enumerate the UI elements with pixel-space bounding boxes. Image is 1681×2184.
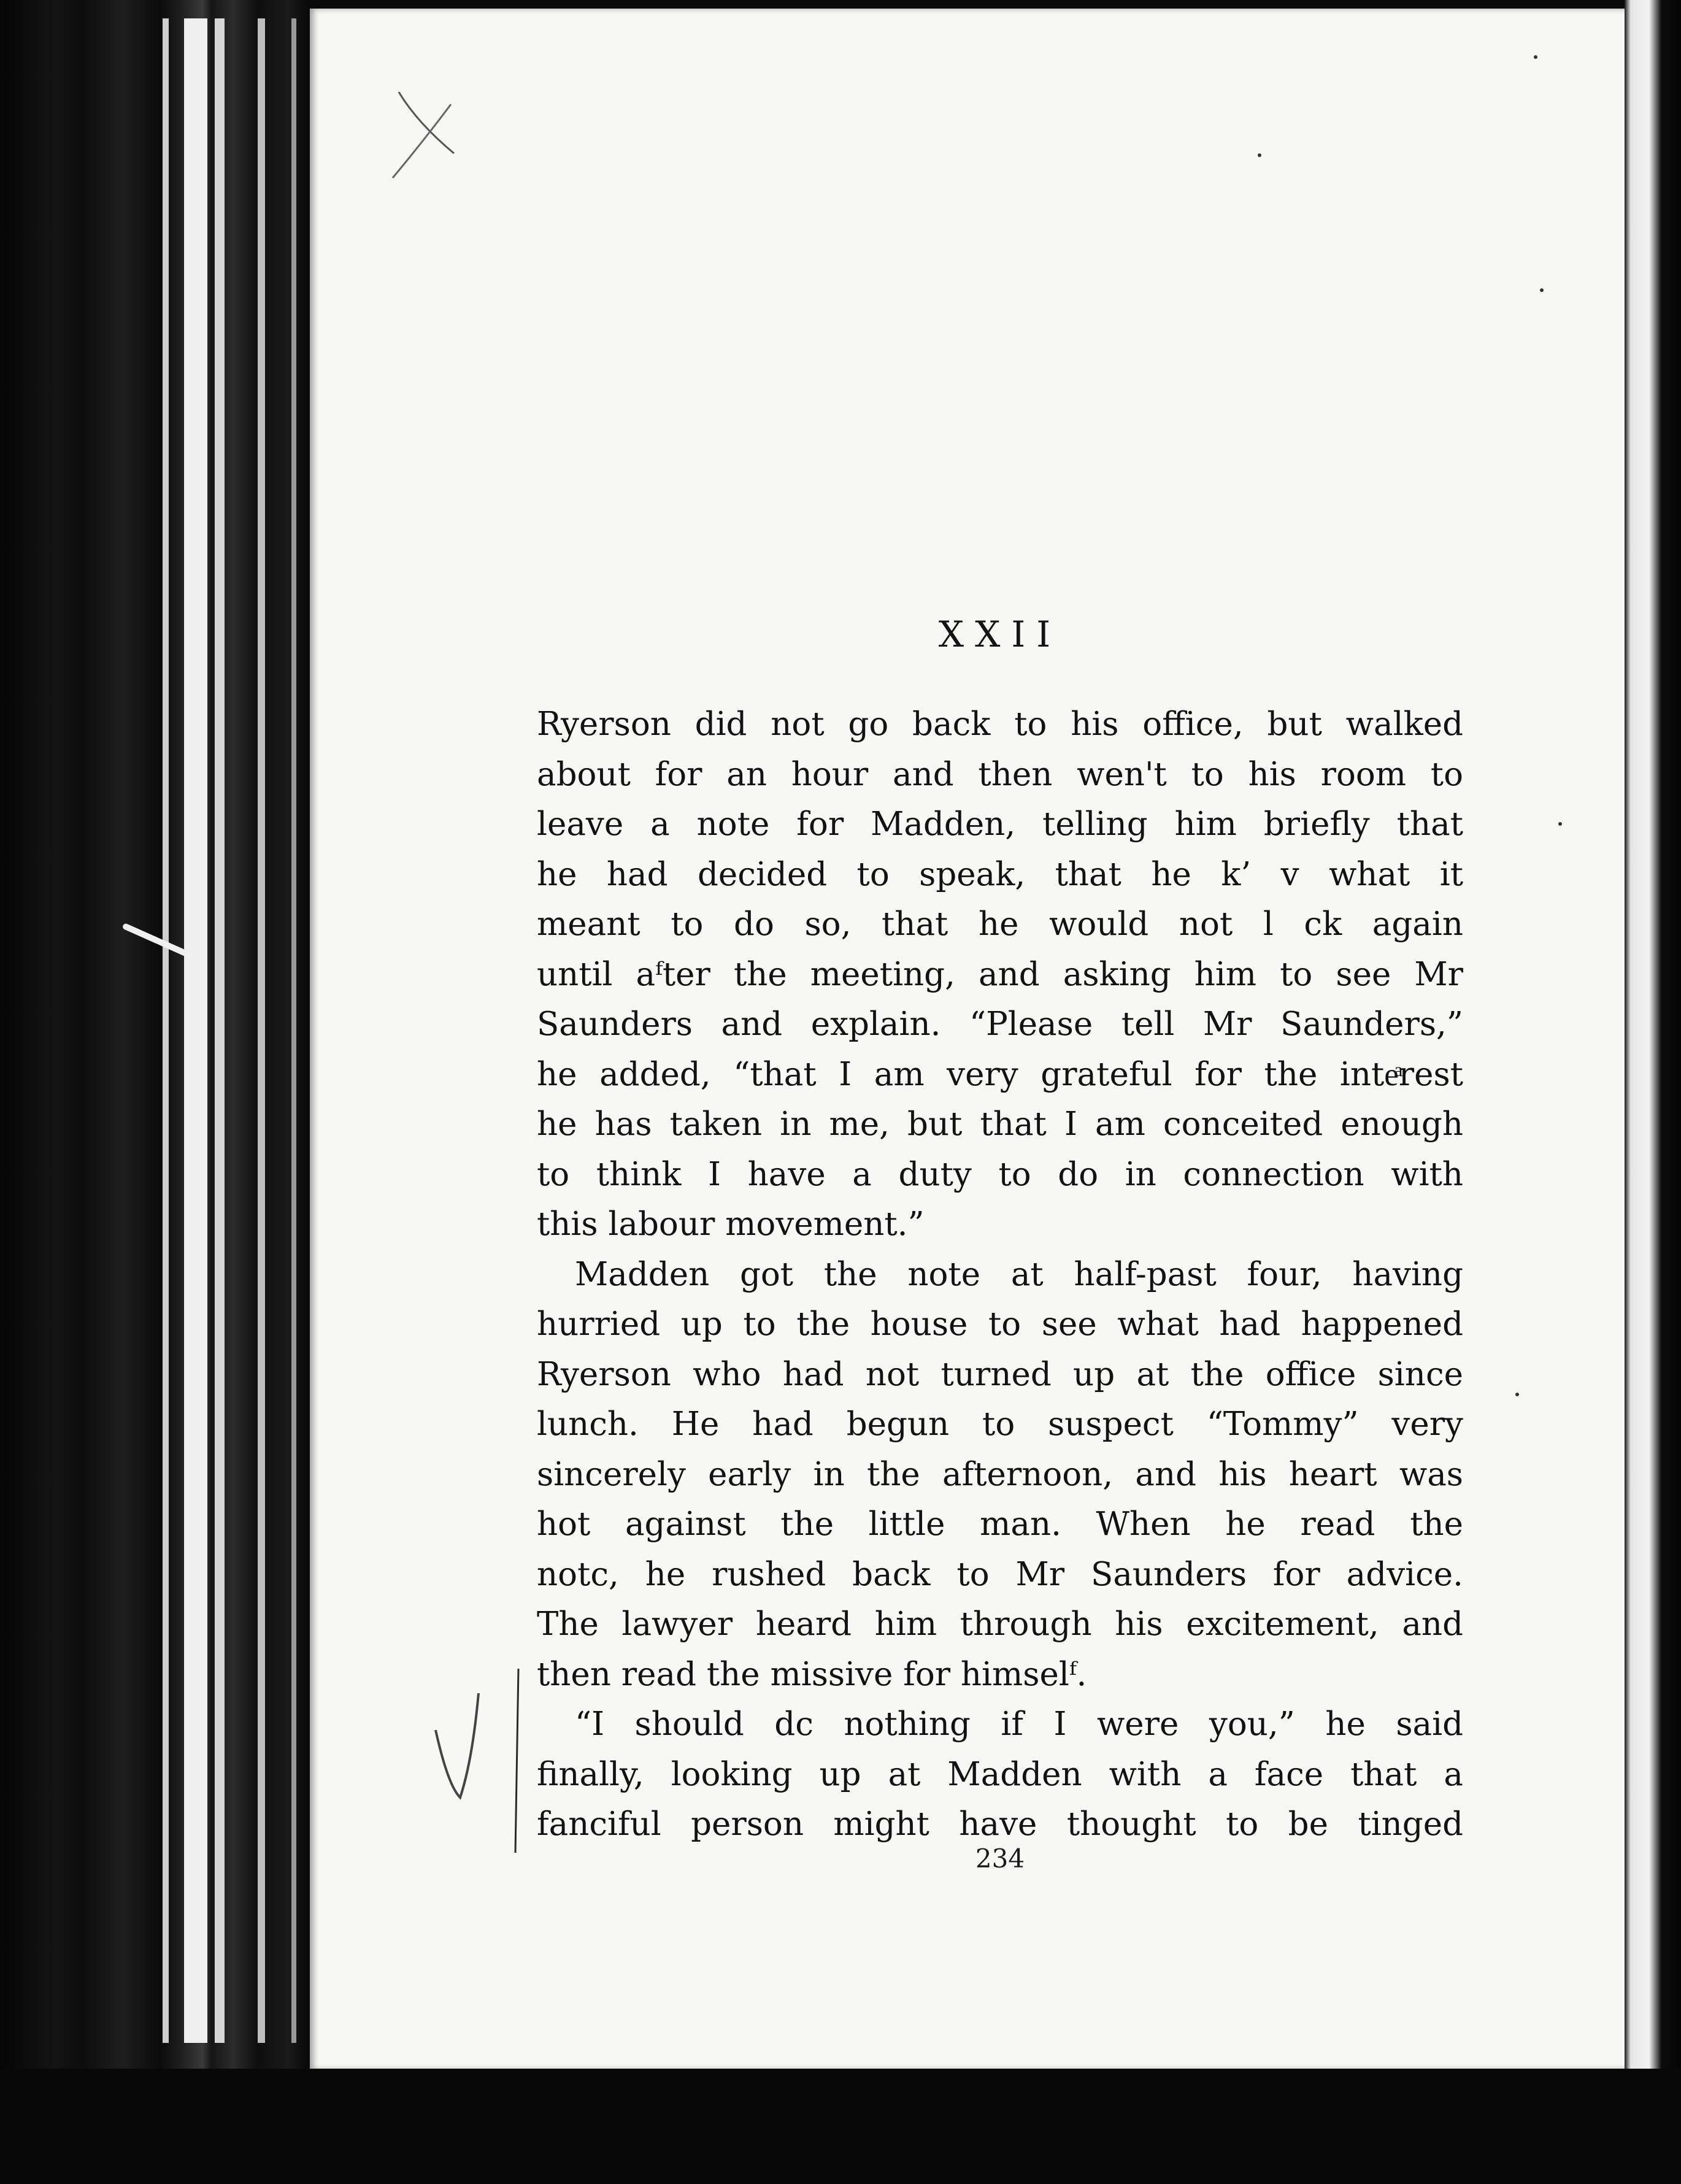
text-line: he had decided to speak, that he k’ v what it: [537, 855, 1463, 893]
text-line: leave a note for Madden, telling him briefly that: [537, 806, 1463, 843]
text-line: about for an hour and then wen't to his room to: [537, 755, 1463, 793]
dust-speck: [1540, 288, 1544, 292]
pencil-x-mark-icon: [380, 86, 466, 184]
dust-speck: [1534, 55, 1537, 59]
page-stack-edge: [163, 18, 169, 2043]
page-stack-edge: [291, 18, 296, 2043]
pencil-check-mark-icon: [423, 1656, 528, 1859]
page-number: 234: [975, 1844, 1025, 1874]
page-stack-edge: [258, 18, 265, 2043]
text-line: lunch. He had begun to suspect “Tommy” very: [537, 1405, 1463, 1443]
text-line: Ryerson did not go back to his office, but walked: [537, 706, 1463, 743]
text-line: notc, he rushed back to Mr Saunders for advice.: [537, 1555, 1463, 1593]
text-line: to think I have a duty to do in connection with: [537, 1155, 1463, 1193]
text-line: hot against the little man. When he read the: [537, 1505, 1463, 1543]
right-page-edge: [1625, 0, 1681, 2184]
text-line: this labour movement.”: [537, 1205, 925, 1243]
text-line: The lawyer heard him through his excitement, and: [537, 1605, 1463, 1643]
chapter-heading: XXII: [938, 613, 1062, 655]
text-line: then read the missive for himselᶠ.: [537, 1655, 1087, 1693]
page-stack-edge: [184, 18, 207, 2043]
text-line: finally, looking up at Madden with a face that a: [537, 1755, 1463, 1793]
dust-speck: [1258, 153, 1261, 157]
text-line: until aᶠter the meeting, and asking him to see Mr: [537, 955, 1463, 993]
text-line: Saunders and explain. “Please tell Mr Saunders,”: [537, 1005, 1463, 1043]
text-line: hurried up to the house to see what had happened: [537, 1305, 1463, 1343]
text-line: he added, “that I am very grateful for the inteͣrest: [537, 1055, 1463, 1093]
text-line: sincerely early in the afternoon, and his heart was: [537, 1455, 1463, 1493]
text-line: fanciful person might have thought to be tinged: [537, 1805, 1463, 1843]
text-line: meant to do so, that he would not l ck again: [537, 906, 1463, 943]
dust-speck: [1558, 822, 1562, 826]
text-line: he has taken in me, but that I am conceited enough: [537, 1105, 1463, 1143]
text-line: Madden got the note at half-past four, having: [575, 1255, 1463, 1293]
text-line: “I should dc nothing if I were you,” he said: [575, 1705, 1463, 1743]
book-edge: [0, 0, 319, 2184]
bottom-book-edge: [0, 2069, 1681, 2184]
dust-speck: [1515, 1393, 1519, 1396]
page-stack-edge: [215, 18, 225, 2043]
body-text: [537, 699, 1463, 1850]
text-line: Ryerson who had not turned up at the office since: [537, 1355, 1463, 1393]
